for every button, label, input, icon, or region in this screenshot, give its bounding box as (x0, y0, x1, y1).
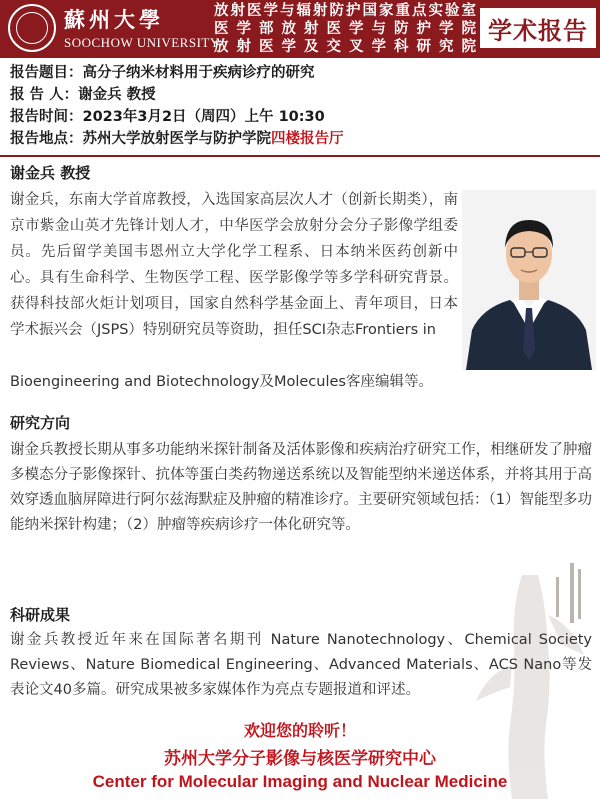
research-heading: 研究方向 (10, 414, 71, 432)
university-logo (8, 4, 220, 54)
section-divider (0, 155, 600, 157)
speaker-bio: 谢金兵，东南大学首席教授，入选国家高层次人才（创新长期类），南京市紫金山英才先锋计划人才，中华医学会放射分会分子影像学组委员。先后留学美国韦恩州立大学化学工程系、日本纳米医药创新中心。具有生命科学、生物医学工程、医学影像学等多学科研究背景。获得科技部火炬计划项目，国家自然科学基金面上、青年项目，日本学术振兴会（JSPS）特别研究员等资助，担任SCI杂志Frontiers in (10, 192, 458, 338)
report-speaker-row (10, 84, 590, 106)
institution-line-2: 医学部放射医学与防护学院 (214, 21, 476, 37)
report-time-value: 2023年3月2日（周四）上午 10:30 (82, 109, 325, 125)
institution-line-3: 放射医学及交叉学科研究院 (214, 39, 476, 55)
report-speaker-label: 报 告 人： (10, 87, 79, 103)
logo-chinese-name: 蘇州大學 (64, 7, 164, 32)
report-title-row (10, 62, 590, 84)
achievements-heading: 科研成果 (10, 606, 71, 624)
report-badge (480, 8, 596, 48)
report-place-row (10, 128, 590, 150)
speaker-portrait-icon (462, 190, 596, 370)
report-title-label: 报告题目： (10, 65, 83, 81)
report-info (10, 62, 590, 150)
footer-welcome: 欢迎您的聆听！ (243, 721, 356, 740)
report-place-value: 苏州大学放射医学与防护学院 (82, 131, 271, 147)
achievements-text: 谢金兵教授近年来在国际著名期刊 Nature Nanotechnology、Chemical Society Reviews、Nature Biomedical Engineering、Advanced Materials、ACS Nano等发表论文40多篇。研究成果被多家媒体作为亮点专题报道和评述。 (10, 632, 592, 698)
institution-names (214, 2, 476, 56)
research-text: 谢金兵教授长期从事多功能纳米探针制备及活体影像和疾病治疗研究工作，相继研发了肿瘤多模态分子影像探针、抗体等蛋白类药物递送系统以及智能型纳米递送体系，并将其用于高效穿透血脑屏障进行阿尔兹海默症及肿瘤的精准诊疗。主要研究领域包括：（1）智能型多功能纳米探针构建；（2）肿瘤等疾病诊疗一体化研究等。 (10, 442, 592, 533)
logo-english-name: SOOCHOW UNIVERSITY (64, 35, 220, 50)
report-place-label: 报告地点： (10, 131, 83, 147)
header-banner (0, 0, 600, 58)
footer-center-english: Center for Molecular Imaging and Nuclear Medicine (92, 772, 508, 791)
report-time-row (10, 106, 590, 128)
university-seal-icon (8, 4, 56, 52)
report-speaker-value: 谢金兵 教授 (78, 87, 156, 103)
report-title-value: 高分子纳米材料用于疾病诊疗的研究 (82, 65, 315, 81)
speaker-name-heading: 谢金兵 教授 (10, 164, 91, 182)
report-time-label: 报告时间： (10, 109, 83, 125)
speaker-bio-tail: Bioengineering and Biotechnology及Molecules客座编辑等。 (10, 374, 433, 390)
report-badge-label: 学术报告 (488, 16, 588, 45)
report-place-highlight: 四楼报告厅 (271, 131, 344, 147)
institution-line-1: 放射医学与辐射防护国家重点实验室 (214, 3, 476, 19)
footer-center-chinese: 苏州大学分子影像与核医学研究中心 (164, 749, 436, 769)
